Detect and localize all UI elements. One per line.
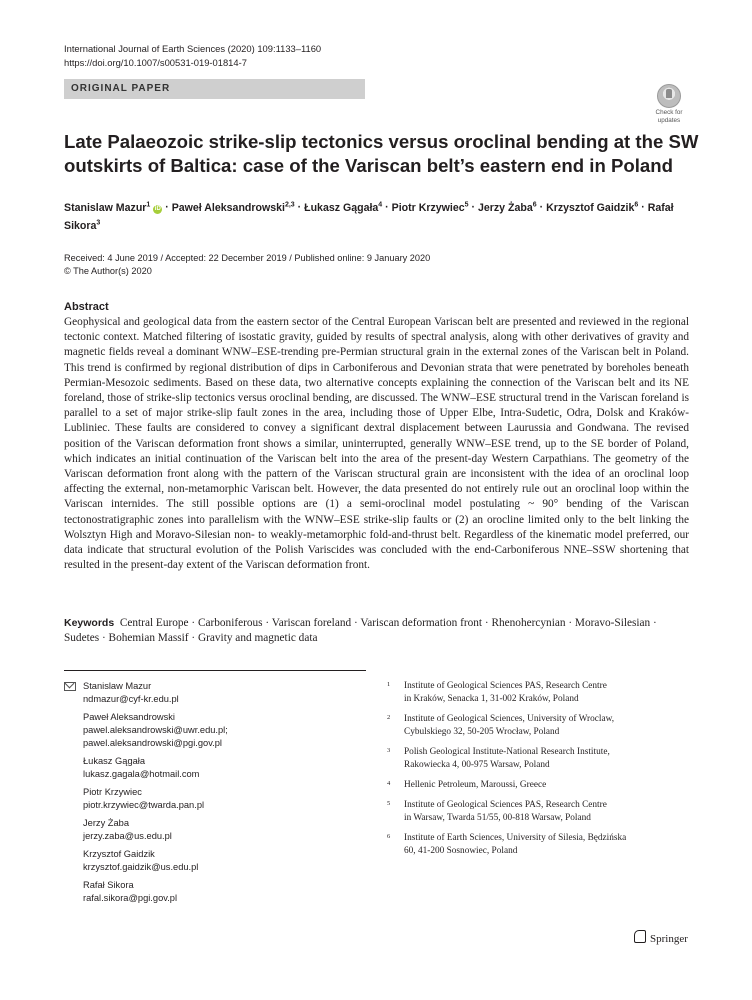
springer-horse-icon: [634, 930, 646, 943]
contact-email[interactable]: lukasz.gagala@hotmail.com: [83, 769, 200, 779]
contact-email[interactable]: pawel.aleksandrowski@pgi.gov.pl: [83, 738, 222, 748]
contact-email[interactable]: piotr.krzywiec@twarda.pan.pl: [83, 800, 205, 810]
contact-entry: [64, 711, 364, 750]
author-separator: ·: [382, 201, 392, 214]
contact-entry: [64, 817, 364, 843]
publication-dates: [64, 252, 430, 278]
affiliation-entry: [384, 779, 684, 792]
affiliation-line: Hellenic Petroleum, Maroussi, Greece: [404, 780, 547, 790]
journal-citation: International Journal of Earth Sciences (2020) 109:1133–1160: [64, 43, 322, 54]
article-type-label: ORIGINAL PAPER: [71, 83, 171, 94]
affiliation-number: 6: [387, 833, 391, 840]
author-affiliation-sup: 4: [378, 201, 383, 208]
author-separator: ·: [294, 201, 305, 214]
keywords-label: Keywords: [64, 617, 115, 629]
author-entry: [64, 202, 162, 214]
dates-line: Received: 4 June 2019 / Accepted: 22 December 2019 / Published online: 9 January 2020: [64, 253, 431, 263]
affiliation-line: Institute of Geological Sciences PAS, Research Centre: [404, 681, 607, 691]
affiliation-line: 60, 41-200 Sosnowiec, Poland: [404, 846, 518, 856]
contact-email[interactable]: krzysztof.gaidzik@us.edu.pl: [83, 862, 199, 872]
affiliation-entry: [384, 680, 684, 706]
contact-entry: [64, 755, 364, 781]
author-affiliation-sup: 1: [146, 201, 151, 208]
orcid-icon[interactable]: iD: [154, 205, 161, 212]
envelope-icon: [64, 682, 76, 691]
author-name[interactable]: Stanislaw Mazur: [64, 201, 147, 214]
author-affiliation-sup: 6: [532, 201, 537, 208]
affiliation-number: 2: [387, 714, 391, 721]
affiliation-line: Institute of Geological Sciences PAS, Research Centre: [404, 800, 607, 810]
affiliation-line: Cybulskiego 32, 50-205 Wrocław, Poland: [404, 727, 560, 737]
affiliation-number: 3: [387, 747, 391, 754]
author-entry: [172, 202, 295, 214]
author-entry: [392, 202, 469, 214]
author-list: [64, 197, 694, 234]
contact-entry: [64, 786, 364, 812]
author-entry: [478, 202, 537, 214]
crossmark-line1: Check for: [655, 109, 683, 116]
contact-email[interactable]: ndmazur@cyf-kr.edu.pl: [83, 694, 179, 704]
affiliation-entry: [384, 746, 684, 772]
abstract-heading: Abstract: [64, 301, 109, 313]
affiliation-line: Institute of Geological Sciences, University of Wroclaw,: [404, 714, 615, 724]
article-type-banner: [64, 79, 365, 99]
footnote-divider: [64, 670, 366, 671]
contact-email[interactable]: rafal.sikora@pgi.gov.pl: [83, 893, 178, 903]
keywords: [64, 616, 689, 646]
copyright-line: © The Author(s) 2020: [64, 266, 152, 276]
journal-doi[interactable]: https://doi.org/10.1007/s00531-019-01814-7: [64, 57, 247, 68]
author-name[interactable]: Rafał Sikora: [64, 201, 674, 233]
contact-name: Rafał Sikora: [83, 880, 134, 890]
keywords-text: Central Europe · Carboniferous · Variscan foreland · Variscan deformation front · Rhenohercynian · Moravo-Silesian · Sudetes · Bohemian Massif · Gravity and magnetic data: [64, 617, 657, 645]
author-name[interactable]: Piotr Krzywiec: [391, 201, 465, 214]
author-name[interactable]: Paweł Aleksandrowski: [171, 201, 285, 214]
affiliation-number: 1: [387, 681, 391, 688]
author-name[interactable]: Krzysztof Gaidzik: [546, 201, 635, 214]
author-entry: [304, 202, 382, 214]
affiliation-entry: [384, 713, 684, 739]
check-for-updates-badge[interactable]: [651, 84, 687, 124]
contact-name: Łukasz Gągała: [83, 756, 146, 766]
publisher-name: Springer: [650, 933, 688, 945]
affiliation-entry: [384, 832, 684, 858]
author-name[interactable]: Łukasz Gągała: [304, 201, 379, 214]
contact-email[interactable]: jerzy.zaba@us.edu.pl: [83, 831, 172, 841]
affiliation-line: in Warsaw, Twarda 51/55, 00-818 Warsaw, Poland: [404, 813, 591, 823]
author-affiliation-sup: 2,3: [284, 201, 295, 208]
crossmark-line2: updates: [657, 117, 681, 124]
crossmark-icon: [657, 84, 681, 108]
contact-name: Krzysztof Gaidzik: [83, 849, 155, 859]
contact-entry: [64, 680, 364, 706]
contact-entry: [64, 848, 364, 874]
affiliations: [384, 680, 684, 865]
contact-name: Piotr Krzywiec: [83, 787, 142, 797]
affiliation-entry: [384, 799, 684, 825]
contact-name: Paweł Aleksandrowski: [83, 712, 175, 722]
author-name[interactable]: Jerzy Żaba: [477, 201, 533, 214]
contact-entry: [64, 879, 364, 905]
contact-name: Jerzy Żaba: [83, 818, 129, 828]
paper-title: Late Palaeozoic strike-slip tectonics versus oroclinal bending at the SW outskirts of Baltica: case of the Variscan belt’s eastern end in Poland: [64, 131, 699, 176]
author-contacts: [64, 680, 364, 910]
journal-info: [64, 42, 321, 70]
author-separator: ·: [638, 201, 648, 214]
affiliation-line: Institute of Earth Sciences, University of Silesia, Będzińska: [404, 833, 627, 843]
author-affiliation-sup: 3: [96, 219, 101, 227]
abstract-body: Geophysical and geological data from the eastern sector of the Central European Variscan belt are presented and reviewed in the regional tectonic context. Matched filtering of isostatic gravity, guided by results of spectral analysis, along with other derivatives of gravity and magnetic fields reveal a dominant WNW–ESE-trending pre-Permian structural grain in the external zones of the Variscan belt in Poland. This trend is confirmed by regional distribution of dips in Carboniferous and Devonian strata that were penetrated by boreholes beneath Permian-Mesozoic sediments. Based on these data, two alternative concepts explaining the connection of the Variscan belt and its NE foreland, those of strike-slip tectonics versus oroclinal bending, are discussed. The WNW–ESE structural trend in the Variscan foreland is parallel to a set of major strike-slip fault zones in the area, including those of Upper Elbe, Intra-Sudetic, Odra, Dolsk and Kraków-Lubliniec. These faults are considered to convey a significant dextral displacement between Laurussia and Gondwana. The revised position of the Variscan deformation front shows a similar, uninterrupted, generally WNW–ESE trend, up to the SE border of Poland, which indicates an initial continuation of the Variscan belt into the area of the present-day Western Carpathians. The geometry of the Variscan deformation front along with the pattern of the Variscan structural grain are inconsistent with the idea of an oroclinal loop affecting the external, non-metamorphic Variscan belt. However, the data presented do not entirely rule out an oroclinal loop within the Variscan internides. The still possible options are (1) a semi-oroclinal model postulating ~ 90° bending of the Variscan tectonostratigraphic zones into parallelism with the WNW–ESE strike-slip faults or (2) an orocline limited only to the belt linking the Wolsztyn High and Moravo-Silesian non- to weakly-metamorphic fold-and-thrust belt. Regardless of the kinematic model preferred, our data indicate that structural evolution of the Polish Variscides was concluded with the end-Carboniferous NNE–SSW shortening that resulted in the present-day extent of the Variscan deformation front.: [64, 316, 689, 572]
affiliation-line: Rakowiecka 4, 00-975 Warsaw, Poland: [404, 760, 550, 770]
author-separator: ·: [162, 201, 172, 214]
affiliation-number: 4: [387, 780, 391, 787]
author-affiliation-sup: 6: [634, 201, 639, 208]
publisher-logo: [634, 930, 688, 945]
contact-name: Stanislaw Mazur: [83, 681, 152, 691]
contact-email[interactable]: pawel.aleksandrowski@uwr.edu.pl;: [83, 725, 228, 735]
affiliation-line: Polish Geological Institute-National Research Institute,: [404, 747, 610, 757]
author-separator: ·: [536, 201, 547, 214]
author-affiliation-sup: 5: [464, 201, 469, 208]
affiliation-line: in Kraków, Senacka 1, 31-002 Kraków, Poland: [404, 694, 579, 704]
affiliation-number: 5: [387, 800, 391, 807]
author-separator: ·: [468, 201, 478, 214]
author-entry: [546, 202, 638, 214]
